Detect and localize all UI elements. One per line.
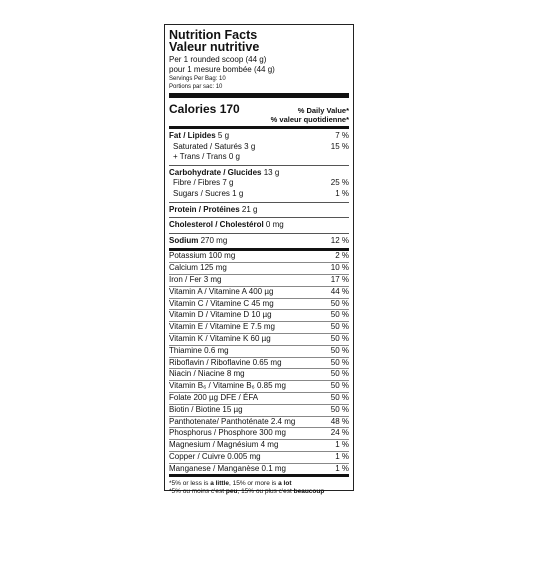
micronutrient-pct: 48 % bbox=[330, 416, 349, 426]
micronutrient-pct: 1 % bbox=[335, 463, 349, 473]
fat-amount: 5 g bbox=[217, 131, 230, 140]
micronutrient-pct: 50 % bbox=[330, 333, 349, 343]
micronutrient-row bbox=[169, 392, 349, 404]
micronutrient-row bbox=[169, 345, 349, 357]
micronutrient-pct: 44 % bbox=[330, 286, 349, 296]
micronutrient-label: Calcium bbox=[169, 263, 198, 273]
micronutrient-pct: 24 % bbox=[330, 428, 349, 438]
sodium-group bbox=[169, 234, 349, 249]
micronutrient-label: Folate bbox=[169, 392, 192, 402]
fat-group bbox=[169, 129, 349, 165]
trans-amount: 0 g bbox=[228, 152, 240, 162]
fibre-label: Fibre / Fibres bbox=[173, 178, 221, 188]
sodium-pct: 12 % bbox=[330, 235, 349, 245]
micronutrient-label: Manganese / Manganèse bbox=[169, 463, 260, 473]
fat-pct: 7 % bbox=[335, 131, 349, 140]
micronutrient-amount: 0.85 mg bbox=[256, 381, 286, 391]
cholesterol-amount: 0 mg bbox=[265, 220, 284, 230]
micronutrient-row bbox=[169, 262, 349, 274]
fibre-row bbox=[169, 178, 349, 189]
micronutrient-row bbox=[169, 357, 349, 369]
micronutrient-label: Vitamin A / Vitamine A bbox=[169, 286, 247, 296]
micronutrient-pct: 50 % bbox=[330, 345, 349, 355]
protein-amount: 21 g bbox=[241, 204, 258, 214]
footnote bbox=[169, 477, 349, 496]
micronutrient-label: Potassium bbox=[169, 251, 207, 261]
micronutrient-row bbox=[169, 321, 349, 333]
micronutrient-row bbox=[169, 463, 349, 475]
micronutrient-row bbox=[169, 368, 349, 380]
micronutrient-row bbox=[169, 404, 349, 416]
micronutrient-pct: 1 % bbox=[335, 440, 349, 450]
micronutrient-label: Vitamin B₆ / Vitamine B₆ bbox=[169, 381, 255, 391]
carb-row bbox=[169, 168, 349, 179]
cholesterol-label: Cholesterol / Cholestérol bbox=[169, 220, 264, 230]
protein-label: Protein / Protéines bbox=[169, 204, 240, 214]
calories-row bbox=[169, 98, 349, 126]
cholesterol-group bbox=[169, 218, 349, 233]
micronutrient-pct: 50 % bbox=[330, 369, 349, 379]
dv-en: % Daily Value* bbox=[297, 106, 349, 115]
micronutrient-label: Magnesium / Magnésium bbox=[169, 440, 259, 450]
micronutrient-row bbox=[169, 286, 349, 298]
micronutrient-row bbox=[169, 380, 349, 392]
carb-amount: 13 g bbox=[263, 167, 280, 177]
micronutrient-amount: 60 µg bbox=[250, 333, 271, 343]
micronutrient-amount: 15 µg bbox=[222, 404, 243, 414]
sugars-row bbox=[169, 189, 349, 200]
micronutrient-pct: 50 % bbox=[330, 404, 349, 414]
servings-en: Servings Per Bag: 10 bbox=[169, 76, 226, 82]
micronutrient-amount: 10 µg bbox=[251, 310, 272, 320]
micronutrient-amount: 400 µg bbox=[248, 286, 274, 296]
fat-row bbox=[169, 131, 349, 142]
nutrition-facts-panel bbox=[164, 24, 354, 496]
saturated-amount: 3 g bbox=[244, 141, 256, 151]
micronutrient-amount: 2.4 mg bbox=[270, 416, 296, 426]
protein-row bbox=[169, 205, 349, 216]
micronutrient-label: Biotin / Biotine bbox=[169, 404, 221, 414]
micronutrient-pct: 1 % bbox=[335, 451, 349, 461]
micronutrient-pct: 50 % bbox=[330, 310, 349, 320]
fibre-amount: 7 g bbox=[222, 178, 234, 188]
sodium-amount: 270 mg bbox=[200, 235, 228, 245]
micronutrient-amount: 0.005 mg bbox=[227, 451, 261, 461]
micronutrient-label: Copper / Cuivre bbox=[169, 451, 226, 461]
trans-label: + Trans / Trans bbox=[173, 152, 227, 162]
sugars-label: Sugars / Sucres bbox=[173, 188, 230, 198]
micronutrient-row bbox=[169, 298, 349, 310]
footnote-fr: *5% ou moins c'est peu, 15% ou plus c'est beaucoup bbox=[169, 488, 325, 496]
micronutrient-label: Vitamin K / Vitamine K bbox=[169, 333, 249, 343]
micronutrient-label: Niacin / Niacine bbox=[169, 369, 225, 379]
micronutrient-amount: 100 mg bbox=[208, 251, 236, 261]
daily-value-header bbox=[271, 102, 349, 124]
sodium-row bbox=[169, 236, 349, 247]
title-fr: Valeur nutritive bbox=[169, 40, 260, 54]
sugars-pct: 1 % bbox=[335, 188, 349, 198]
micronutrient-row bbox=[169, 451, 349, 463]
micronutrient-amount: 45 mg bbox=[251, 298, 274, 308]
micronutrient-row bbox=[169, 251, 349, 262]
micronutrient-pct: 50 % bbox=[330, 357, 349, 367]
micronutrient-pct: 2 % bbox=[335, 251, 349, 261]
saturated-row bbox=[169, 142, 349, 153]
micronutrient-pct: 50 % bbox=[330, 381, 349, 391]
trans-row bbox=[169, 152, 349, 163]
fibre-pct: 25 % bbox=[330, 178, 349, 188]
micronutrient-amount: 0.6 mg bbox=[204, 345, 229, 355]
carb-label: Carbohydrate / Glucides bbox=[169, 167, 262, 177]
micronutrient-pct: 10 % bbox=[330, 263, 349, 273]
micronutrient-row bbox=[169, 309, 349, 321]
micronutrient-pct: 50 % bbox=[330, 392, 349, 402]
micronutrient-label: Vitamin C / Vitamine C bbox=[169, 298, 250, 308]
micronutrient-row bbox=[169, 274, 349, 286]
sodium-label: Sodium bbox=[169, 235, 199, 245]
carb-group bbox=[169, 166, 349, 202]
micronutrient-label: Riboflavin / Riboflavine bbox=[169, 357, 251, 367]
micronutrient-row bbox=[169, 427, 349, 439]
micronutrient-row bbox=[169, 439, 349, 451]
micronutrient-label: Thiamine bbox=[169, 345, 202, 355]
micronutrient-amount: 300 mg bbox=[259, 428, 286, 438]
dv-fr: % valeur quotidienne* bbox=[270, 115, 349, 124]
micronutrient-amount: 0.65 mg bbox=[252, 357, 282, 367]
micronutrient-pct: 50 % bbox=[330, 298, 349, 308]
footnote-en: *5% or less is a little, 15% or more is a lot bbox=[169, 480, 292, 488]
micronutrient-amount: 8 mg bbox=[226, 369, 245, 379]
micronutrient-label: Panthotenate/ Panthoténate bbox=[169, 416, 269, 426]
fat-label: Fat / Lipides bbox=[169, 131, 216, 140]
micronutrient-row bbox=[169, 333, 349, 345]
micronutrient-amount: 4 mg bbox=[260, 440, 279, 450]
micronutrient-amount: 0.1 mg bbox=[261, 463, 286, 473]
micronutrient-amount: 125 mg bbox=[200, 263, 227, 273]
title-en: Nutrition Facts bbox=[169, 28, 258, 42]
micronutrient-label: Iron / Fer bbox=[169, 274, 202, 284]
micronutrient-list bbox=[169, 251, 349, 474]
micronutrient-row bbox=[169, 416, 349, 428]
micronutrient-amount: 7.5 mg bbox=[250, 322, 275, 332]
micronutrient-label: Vitamin E / Vitamine E bbox=[169, 322, 249, 332]
micronutrient-label: Phosphorus / Phosphore bbox=[169, 428, 258, 438]
saturated-label: Saturated / Saturés bbox=[173, 141, 242, 151]
micronutrient-pct: 17 % bbox=[330, 274, 349, 284]
cholesterol-row bbox=[169, 220, 349, 231]
serving-fr: pour 1 mesure bombée (44 g) bbox=[169, 65, 275, 74]
calories: Calories 170 bbox=[169, 102, 240, 116]
servings-fr: Portions par sac: 10 bbox=[169, 84, 223, 90]
saturated-pct: 15 % bbox=[330, 141, 349, 151]
micronutrient-amount: 3 mg bbox=[203, 274, 222, 284]
sugars-amount: 1 g bbox=[232, 188, 244, 198]
serving-en: Per 1 rounded scoop (44 g) bbox=[169, 55, 267, 64]
micronutrient-amount: 200 µg DFE / ÉFA bbox=[193, 392, 259, 402]
micronutrient-label: Vitamin D / Vitamine D bbox=[169, 310, 250, 320]
protein-group bbox=[169, 203, 349, 218]
micronutrient-pct: 50 % bbox=[330, 322, 349, 332]
